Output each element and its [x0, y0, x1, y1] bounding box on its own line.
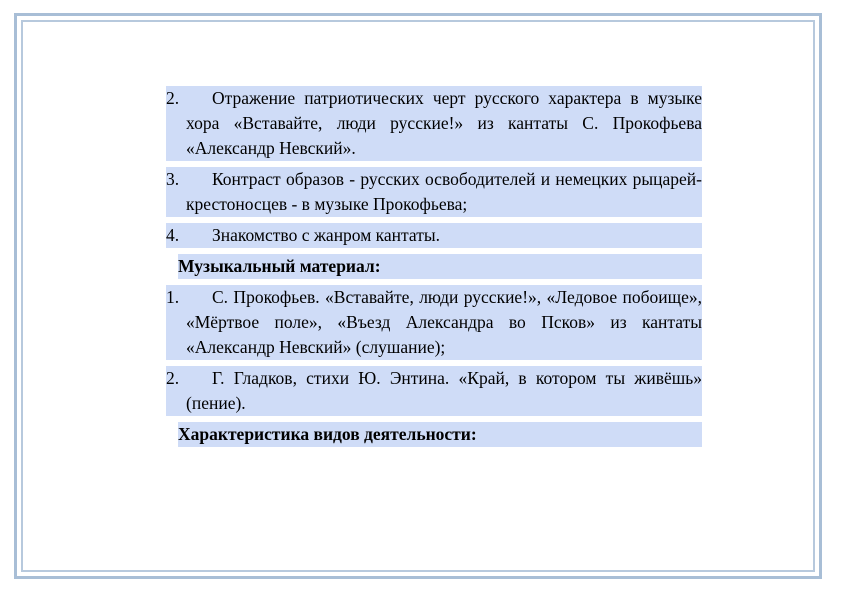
- music-material-heading: Музыкальный материал:: [178, 254, 702, 279]
- list-item-text: Г. Гладков, стихи Ю. Энтина. «Край, в котором ты живёшь» (пение).: [186, 368, 702, 413]
- document-content: [166, 86, 702, 453]
- list-item: [166, 223, 702, 248]
- list-item: [166, 86, 702, 161]
- list-item-number: 2.: [166, 368, 180, 388]
- list-item-number: 1.: [166, 287, 180, 307]
- list-item-text: Знакомство с жанром кантаты.: [212, 225, 440, 245]
- activity-heading: Характеристика видов деятельности:: [178, 422, 702, 447]
- list-item-text: Отражение патриотических черт русского характера в музыке хора «Вставайте, люди русские!» из кантаты С. Прокофьева «Александр Невский».: [186, 88, 702, 158]
- list-item-text: С. Прокофьев. «Вставайте, люди русские!», «Ледовое побоище», «Мёртвое поле», «Въезд Александра во Псков» из кантаты «Александр Невский» (слушание);: [186, 287, 702, 357]
- list-item-number: 3.: [166, 169, 180, 189]
- list-item-text: Контраст образов - русских освободителей и немецких рыцарей-крестоносцев - в музыке Прокофьева;: [186, 169, 702, 214]
- list-item: [166, 285, 702, 360]
- list-item-number: 2.: [166, 88, 180, 108]
- list-item: [166, 366, 702, 416]
- list-item: [166, 167, 702, 217]
- list-item-number: 4.: [166, 225, 180, 245]
